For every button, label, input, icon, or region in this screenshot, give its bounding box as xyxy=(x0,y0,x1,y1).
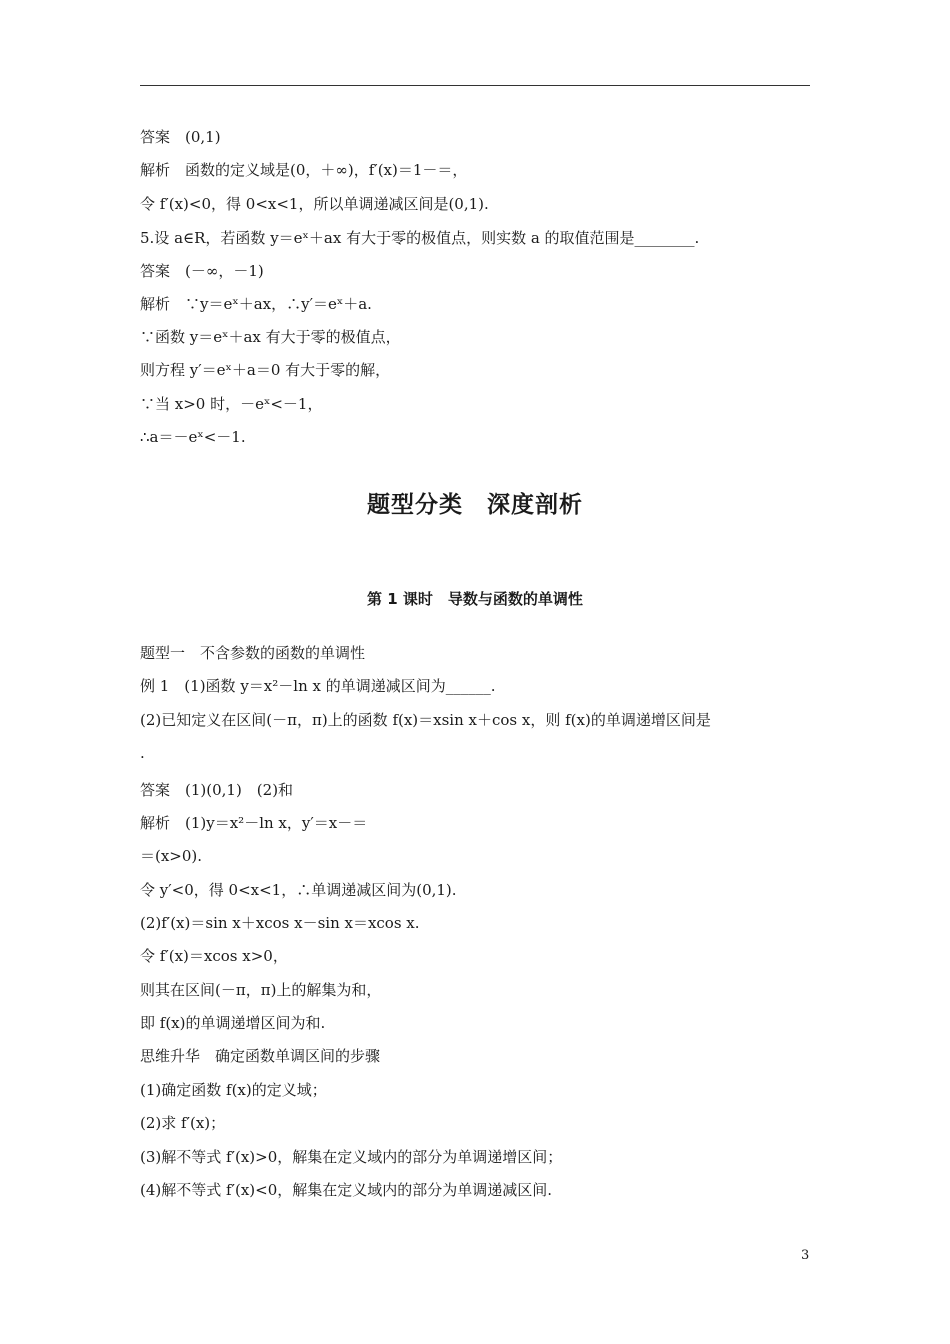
example-1-part-1: 例 1 (1)函数 y＝x²－ln x 的单调递减区间为______. xyxy=(140,677,496,695)
lesson-title: 第 1 课时 导数与函数的单调性 xyxy=(367,590,583,608)
problem-5: 5.设 a∈R，若函数 y＝eˣ＋ax 有大于零的极值点，则实数 a 的取值范围是________. xyxy=(140,229,700,247)
header-rule xyxy=(140,85,810,86)
page-number: 3 xyxy=(801,1248,810,1263)
text-line-b8: (2)f′(x)＝sin x＋xcos x－sin x＝xcos x. xyxy=(140,914,420,932)
text-line-7: 则方程 y′＝eˣ＋a＝0 有大于零的解， xyxy=(140,361,391,379)
section-title: 题型分类 深度剖析 xyxy=(367,492,583,518)
text-line-b6: ＝(x>0). xyxy=(140,847,203,865)
step-4: (4)解不等式 f′(x)<0，解集在定义域内的部分为单调递减区间. xyxy=(140,1181,553,1199)
step-3: (3)解不等式 f′(x)>0，解集在定义域内的部分为单调递增区间； xyxy=(140,1148,563,1166)
analysis-line-5: 解析 ∵y＝eˣ＋ax，∴y′＝eˣ＋a. xyxy=(140,295,372,313)
text-line-b9: 令 f′(x)＝xcos x>0， xyxy=(140,947,288,965)
answer-line-example-1: 答案 (1)(0,1) (2)和 xyxy=(140,781,294,799)
analysis-line-example-1: 解析 (1)y＝x²－ln x，y′＝x－＝ xyxy=(140,814,368,832)
text-line-b7: 令 y′<0，得 0<x<1，∴单调递减区间为(0,1). xyxy=(140,881,457,899)
analysis-line-1: 解析 函数的定义域是(0，＋∞)，f′(x)＝1－＝， xyxy=(140,161,468,179)
answer-line-0: 答案 (0,1) xyxy=(140,128,221,146)
text-line-2: 令 f′(x)<0，得 0<x<1，所以单调递减区间是(0,1). xyxy=(140,195,489,213)
example-1-part-2-end: . xyxy=(140,744,145,762)
text-line-b11: 即 f(x)的单调递增区间为和. xyxy=(140,1014,326,1032)
example-1-part-2: (2)已知定义在区间(－π，π)上的函数 f(x)＝xsin x＋cos x，则 f(x)的单调递增区间是 xyxy=(140,711,711,729)
answer-line-4: 答案 (－∞，－1) xyxy=(140,262,264,280)
text-line-9: ∴a＝－eˣ<－1. xyxy=(140,428,246,446)
topic-heading: 题型一 不含参数的函数的单调性 xyxy=(140,644,366,662)
text-line-8: ∵当 x>0 时，－eˣ<－1， xyxy=(140,395,323,413)
text-line-b10: 则其在区间(－π，π)上的解集为和， xyxy=(140,981,382,999)
step-1: (1)确定函数 f(x)的定义域； xyxy=(140,1081,327,1099)
summary-heading: 思维升华 确定函数单调区间的步骤 xyxy=(140,1047,381,1065)
step-2: (2)求 f′(x)； xyxy=(140,1114,226,1132)
text-line-6: ∵函数 y＝eˣ＋ax 有大于零的极值点， xyxy=(140,328,401,346)
